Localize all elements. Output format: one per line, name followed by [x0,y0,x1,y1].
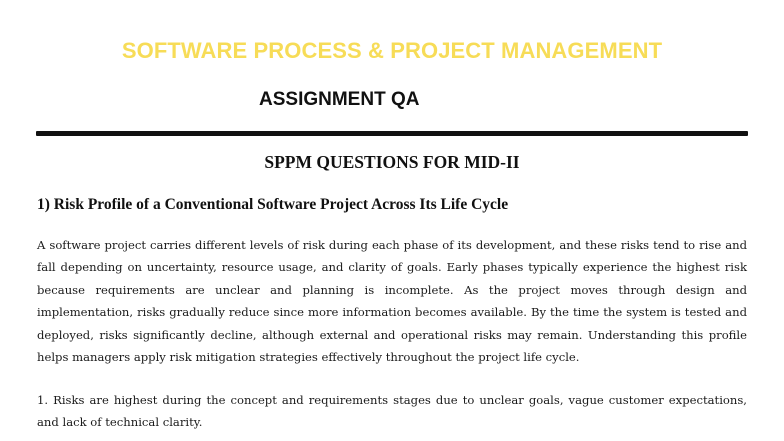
course-title: SOFTWARE PROCESS & PROJECT MANAGEMENT [121,38,663,63]
section-paragraph: A software project carries different levels of risk during each phase of its development, and these risks tend to rise and fall depending on uncertainty, resource usage, and clarity of goals. Early phases typically experience the highest risk because requirements are unclear and planning is incomplete. As the project moves through design and implementation, risks gradually reduce since more information becomes available. By the time the system is tested and deployed, risks significantly decline, although external and operational risks may remain. Understanding this profile helps managers apply risk mitigation strategies effectively throughout the project life cycle. [37,238,747,365]
horizontal-divider [36,131,748,136]
list-item: 1. Risks are highest during the concept and requirements stages due to unclear goals, vague customer expectations, and lack of technical clarity. [37,393,747,430]
assignment-title: ASSIGNMENT QA [259,89,420,110]
questions-heading: SPPM QUESTIONS FOR MID-II [264,152,520,172]
section-heading: 1) Risk Profile of a Conventional Software Project Across Its Life Cycle [37,196,509,213]
